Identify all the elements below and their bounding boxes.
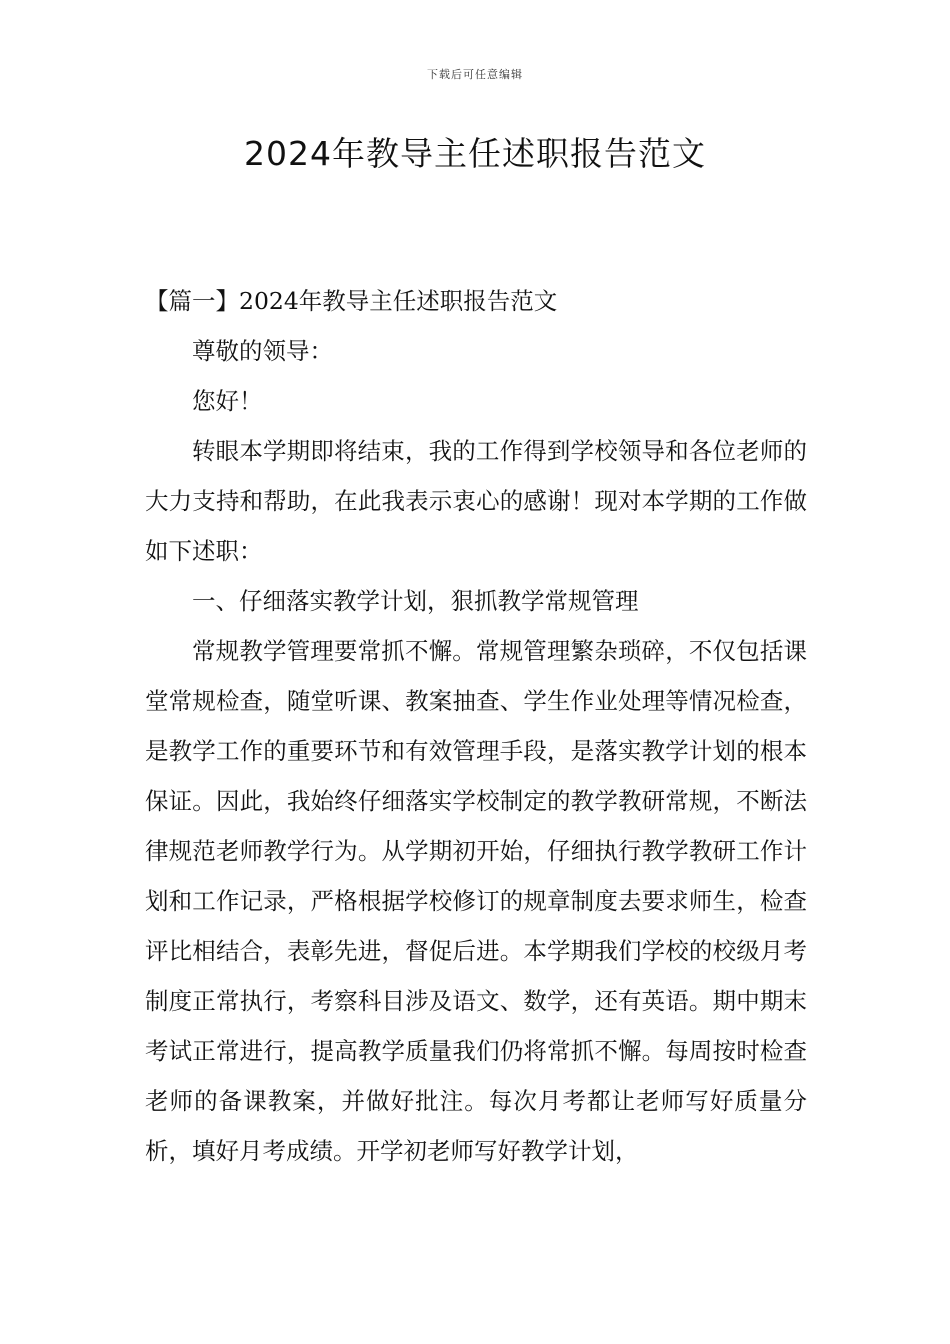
section-heading: 【篇一】2024年教导主任述职报告范文 — [145, 287, 558, 315]
document-title: 2024年教导主任述职报告范文 — [244, 134, 706, 173]
subsection-heading: 一、仔细落实教学计划，狠抓教学常规管理 — [192, 587, 639, 615]
header-note: 下载后可任意编辑 — [427, 68, 523, 81]
body-paragraph: 常规教学管理要常抓不懈。常规管理繁杂琐碎，不仅包括课堂常规检查，随堂听课、教案抽查、学生作业处理等情况检查，是教学工作的重要环节和有效管理手段，是落实教学计划的根本保证。因此，我始终仔细落实学校制定的教学教研常规，不断法律规范老师教学行为。从学期初开始，仔细执行教学教研工作计划和工作记录，严格根据学校修订的规章制度去要求师生，检查评比相结合，表彰先进，督促后进。本学期我们学校的校级月考制度正常执行，考察科目涉及语文、数学，还有英语。期中期末考试正常进行，提高教学质量我们仍将常抓不懈。每周按时检查老师的备课教案，并做好批注。每次月考都让老师写好质量分析，填好月考成绩。开学初老师写好教学计划， — [145, 637, 807, 1165]
salutation: 尊敬的领导： — [192, 337, 333, 365]
document-body — [145, 276, 807, 1176]
intro-paragraph: 转眼本学期即将结束，我的工作得到学校领导和各位老师的大力支持和帮助，在此我表示衷心的感谢！现对本学期的工作做如下述职： — [145, 437, 807, 565]
greeting: 您好！ — [192, 387, 263, 415]
